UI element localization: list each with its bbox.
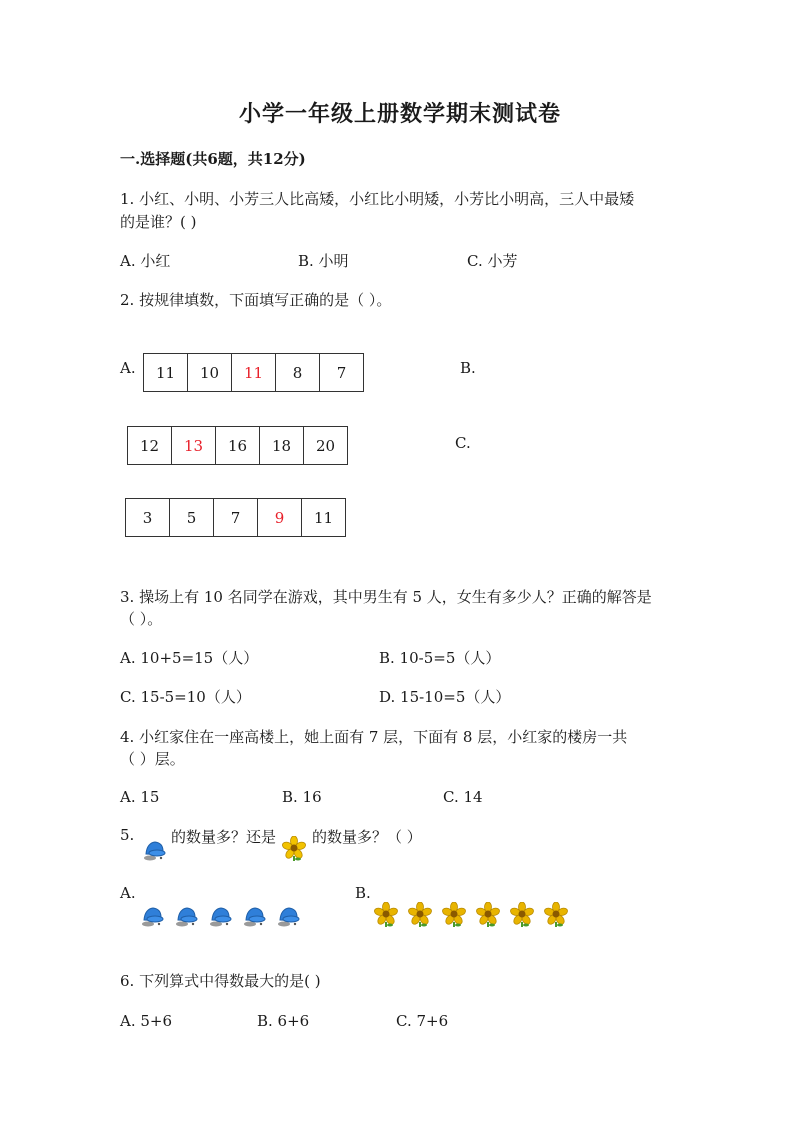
q5-label-a: A. [120, 884, 136, 902]
q5-text-part1: 的数量多？还是 [171, 828, 277, 846]
q5-inline-hat [141, 836, 167, 866]
page-title: 小学一年级上册数学期末测试卷 [238, 101, 561, 127]
flower-icon [543, 902, 569, 928]
q4-option-c: C. 14 [443, 788, 483, 806]
seq-cell: 3 [126, 499, 170, 537]
q5-number: 5. [120, 826, 135, 844]
q4-option-b: B. 16 [282, 788, 322, 806]
q3-line1: 3. 操场上有 10 名同学在游戏，其中男生有 5 人，女生有多少人？正确的解答是 [120, 588, 652, 606]
flower-icon [441, 902, 467, 928]
seq-cell: 8 [276, 354, 320, 392]
q6-option-b: B. 6+6 [257, 1012, 310, 1030]
q3-option-b: B. 10-5=5（人） [379, 649, 501, 667]
flower-icon [282, 836, 306, 862]
q3-line2: （ ）。 [120, 610, 163, 628]
q1-option-c: C. 小芳 [467, 252, 518, 270]
q3-option-a: A. 10+5=15（人） [120, 649, 259, 667]
q5-text-part2: 的数量多？（ ） [312, 828, 422, 846]
q3-option-c: C. 15-5=10（人） [120, 688, 251, 706]
q1-line2: 的是谁？( ) [120, 213, 197, 231]
seq-cell: 7 [320, 354, 364, 392]
seq-cell: 18 [260, 427, 304, 465]
seq-cell: 11 [302, 499, 346, 537]
seq-cell: 10 [188, 354, 232, 392]
q5-flower-group [373, 902, 569, 928]
q2-sequence-b [127, 426, 348, 465]
q5-hat-group [139, 902, 301, 928]
q6-option-a: A. 5+6 [120, 1012, 173, 1030]
q2-label-a: A. [120, 359, 136, 377]
q3-option-d: D. 15-10=5（人） [379, 688, 511, 706]
hat-icon [241, 902, 267, 928]
q2-label-b: B. [460, 359, 476, 377]
q6-text: 6. 下列算式中得数最大的是( ) [120, 972, 321, 990]
hat-icon [275, 902, 301, 928]
q6-option-c: C. 7+6 [396, 1012, 449, 1030]
flower-icon [475, 902, 501, 928]
hat-icon [173, 902, 199, 928]
flower-icon [407, 902, 433, 928]
seq-cell-highlight: 9 [258, 499, 302, 537]
q1-option-a: A. 小红 [120, 252, 171, 270]
hat-icon [139, 902, 165, 928]
flower-icon [373, 902, 399, 928]
q2-sequence-a [143, 353, 364, 392]
seq-cell: 12 [128, 427, 172, 465]
q4-line1: 4. 小红家住在一座高楼上，她上面有 7 层，下面有 8 层，小红家的楼房一共 [120, 728, 628, 746]
q2-label-c: C. [455, 434, 471, 452]
flower-icon [509, 902, 535, 928]
q4-line2: （ ）层。 [120, 750, 185, 768]
q2-sequence-c [125, 498, 346, 537]
q5-label-b: B. [355, 884, 371, 902]
seq-cell: 11 [144, 354, 188, 392]
q2-text: 2. 按规律填数，下面填写正确的是（ ）。 [120, 291, 392, 309]
q5-inline-flower [282, 836, 306, 866]
seq-cell-highlight: 13 [172, 427, 216, 465]
q1-option-b: B. 小明 [298, 252, 349, 270]
hat-icon [207, 902, 233, 928]
seq-cell-highlight: 11 [232, 354, 276, 392]
seq-cell: 16 [216, 427, 260, 465]
seq-cell: 7 [214, 499, 258, 537]
section-heading: 一.选择题(共6题，共12分) [120, 150, 306, 168]
q4-option-a: A. 15 [120, 788, 160, 806]
seq-cell: 20 [304, 427, 348, 465]
q1-line1: 1. 小红、小明、小芳三人比高矮，小红比小明矮，小芳比小明高，三人中最矮 [120, 190, 635, 208]
hat-icon [141, 836, 167, 862]
seq-cell: 5 [170, 499, 214, 537]
